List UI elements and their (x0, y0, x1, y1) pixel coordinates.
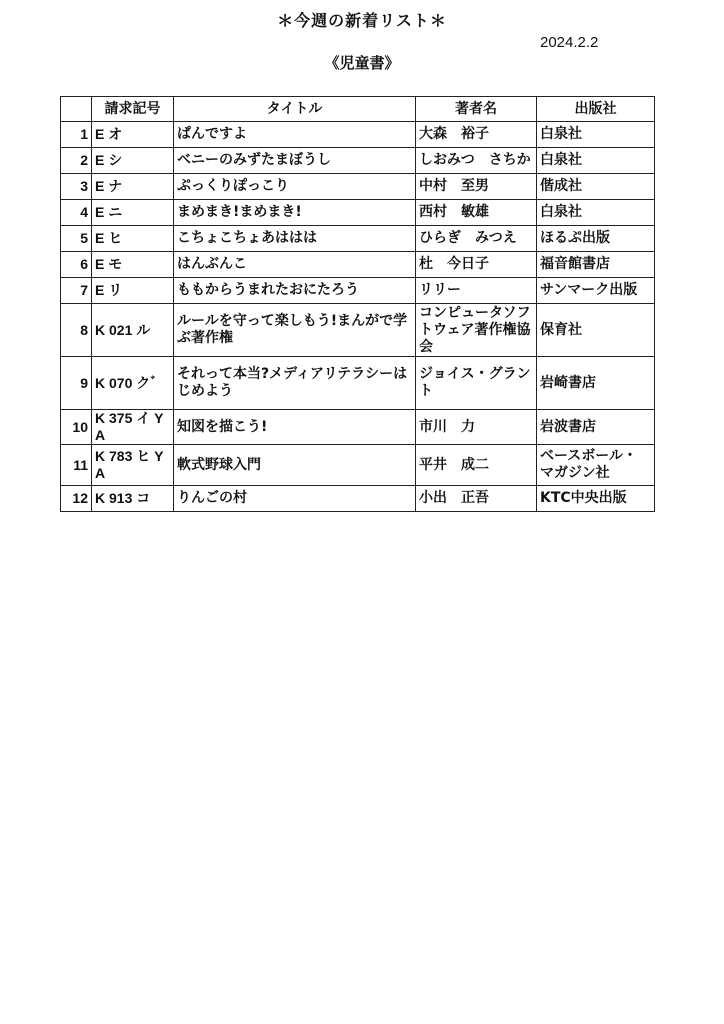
book-publisher: 岩波書店 (537, 410, 655, 445)
book-title: こちょこちょあははは (174, 226, 416, 252)
call-number: E モ (92, 252, 174, 278)
call-number: E ナ (92, 174, 174, 200)
book-publisher: 白泉社 (537, 122, 655, 148)
table-row (61, 486, 655, 512)
book-author: ひらぎ みつえ (416, 226, 537, 252)
book-publisher: ほるぷ出版 (537, 226, 655, 252)
book-title: 知図を描こう! (174, 410, 416, 445)
book-title: ぱんですよ (174, 122, 416, 148)
table-row (61, 122, 655, 148)
row-number: 10 (61, 410, 92, 445)
book-author: 中村 至男 (416, 174, 537, 200)
book-author: 平井 成二 (416, 445, 537, 486)
book-publisher: 岩崎書店 (537, 357, 655, 410)
book-publisher: 白泉社 (537, 200, 655, 226)
book-author: しおみつ さちか (416, 148, 537, 174)
page-title: ＊今週の新着リスト＊ (277, 11, 447, 30)
header-number (61, 97, 92, 122)
list-date: 2024.2.2 (540, 34, 599, 51)
book-publisher: サンマーク出版 (537, 278, 655, 304)
table-row (61, 252, 655, 278)
row-number: 11 (61, 445, 92, 486)
book-title: ルールを守って楽しもう!まんがで学ぶ著作権 (174, 304, 416, 357)
header-call-number: 請求記号 (92, 97, 174, 122)
table-header-row (61, 97, 655, 122)
book-publisher: 白泉社 (537, 148, 655, 174)
table-row (61, 148, 655, 174)
book-publisher: 福音館書店 (537, 252, 655, 278)
header-publisher: 出版社 (537, 97, 655, 122)
book-title: ぷっくりぽっこり (174, 174, 416, 200)
book-title: ももからうまれたおにたろう (174, 278, 416, 304)
book-title: まめまき!まめまき! (174, 200, 416, 226)
section-heading: 《児童書》 (324, 54, 400, 72)
book-author: コンピュータソフトウェア著作権協会 (416, 304, 537, 357)
row-number: 5 (61, 226, 92, 252)
call-number: E ニ (92, 200, 174, 226)
row-number: 3 (61, 174, 92, 200)
table-row (61, 445, 655, 486)
book-title: りんごの村 (174, 486, 416, 512)
call-number: E シ (92, 148, 174, 174)
header-author: 著者名 (416, 97, 537, 122)
book-title: ベニーのみずたまぼうし (174, 148, 416, 174)
table-row (61, 226, 655, 252)
book-title: 軟式野球入門 (174, 445, 416, 486)
table-row (61, 357, 655, 410)
book-author: 市川 力 (416, 410, 537, 445)
call-number: E ヒ (92, 226, 174, 252)
book-publisher: ベースボール・マガジン社 (537, 445, 655, 486)
call-number: K 913 コ (92, 486, 174, 512)
call-number: E リ (92, 278, 174, 304)
row-number: 12 (61, 486, 92, 512)
row-number: 2 (61, 148, 92, 174)
book-title: それって本当?メディアリテラシーはじめよう (174, 357, 416, 410)
call-number: E オ (92, 122, 174, 148)
book-author: 小出 正吾 (416, 486, 537, 512)
book-title: はんぶんこ (174, 252, 416, 278)
book-publisher: 偕成社 (537, 174, 655, 200)
book-publisher: 保育社 (537, 304, 655, 357)
row-number: 6 (61, 252, 92, 278)
row-number: 4 (61, 200, 92, 226)
table-row (61, 278, 655, 304)
row-number: 7 (61, 278, 92, 304)
row-number: 9 (61, 357, 92, 410)
table-row (61, 304, 655, 357)
book-publisher: KTC中央出版 (537, 486, 655, 512)
book-author: 杜 今日子 (416, 252, 537, 278)
book-author: 西村 敏雄 (416, 200, 537, 226)
table-row (61, 410, 655, 445)
table-row (61, 200, 655, 226)
book-author: 大森 裕子 (416, 122, 537, 148)
row-number: 8 (61, 304, 92, 357)
header-title: タイトル (174, 97, 416, 122)
call-number: K 021 ル (92, 304, 174, 357)
book-author: ジョイス・グラント (416, 357, 537, 410)
call-number: K 375 イ YA (92, 410, 174, 445)
table-row (61, 174, 655, 200)
row-number: 1 (61, 122, 92, 148)
call-number: K 070 ク゛ (92, 357, 174, 410)
book-author: リリー (416, 278, 537, 304)
call-number: K 783 ヒ YA (92, 445, 174, 486)
new-books-table (60, 96, 655, 512)
